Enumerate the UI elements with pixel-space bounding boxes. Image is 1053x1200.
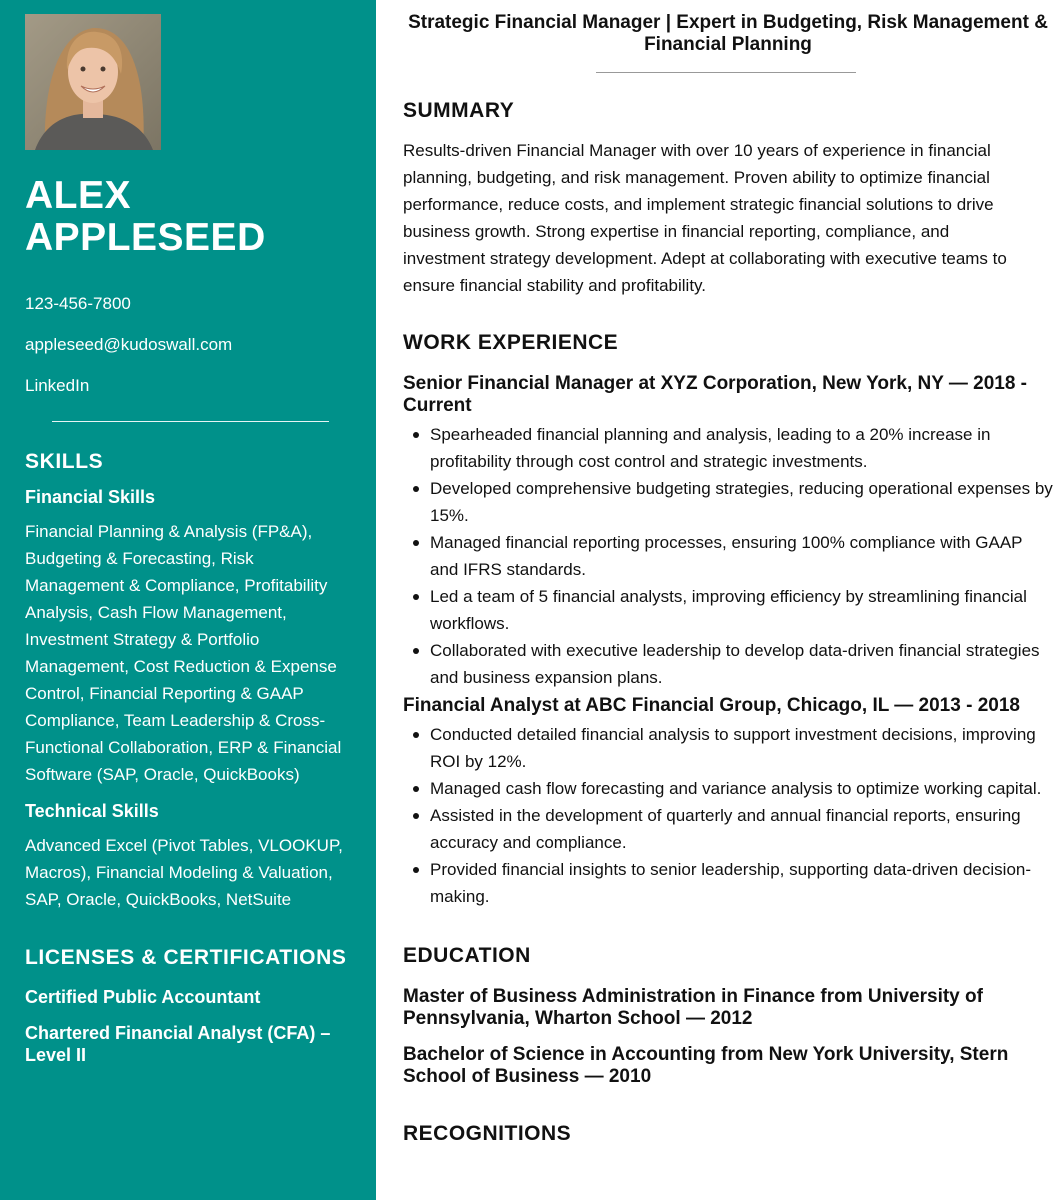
linkedin-link[interactable]: LinkedIn bbox=[25, 376, 90, 395]
sidebar-divider bbox=[52, 421, 329, 422]
email-address[interactable]: appleseed@kudoswall.com bbox=[25, 335, 233, 354]
list-item: Led a team of 5 financial analysts, improving efficiency by streamlining financial workflows. bbox=[403, 583, 1053, 637]
degree-item: Master of Business Administration in Finance from University of Pennsylvania, Wharton School — 2012 bbox=[403, 986, 983, 1029]
profile-photo-icon bbox=[25, 14, 161, 150]
sidebar bbox=[0, 0, 376, 1200]
avatar bbox=[25, 14, 161, 150]
recognitions-heading: RECOGNITIONS bbox=[403, 1122, 572, 1145]
financial-skills-heading: Financial Skills bbox=[25, 487, 156, 507]
list-item: Spearheaded financial planning and analysis, leading to a 20% increase in profitability through cost control and strategic investments. bbox=[403, 421, 1053, 475]
skills-heading: SKILLS bbox=[25, 450, 104, 473]
job-bullets bbox=[403, 721, 1053, 910]
list-item: Collaborated with executive leadership to develop data-driven financial strategies and business expansion plans. bbox=[403, 637, 1053, 691]
certification-item: Certified Public Accountant bbox=[25, 987, 261, 1007]
main-content bbox=[376, 0, 1053, 1200]
job-title: Financial Analyst at ABC Financial Group, Chicago, IL — 2013 - 2018 bbox=[403, 695, 1020, 716]
financial-skills-text: Financial Planning & Analysis (FP&A), Budgeting & Forecasting, Risk Management & Compliance, Profitability Analysis, Cash Flow Management, Investment Strategy & Portfolio Management, Cost Reduction & Expense Control, Financial Reporting & GAAP Compliance, Team Leadership & Cross-Functional Collaboration, ERP & Financial Software (SAP, Oracle, QuickBooks) bbox=[25, 522, 342, 784]
list-item: Conducted detailed financial analysis to support investment decisions, improving ROI by 12%. bbox=[403, 721, 1053, 775]
phone-number[interactable]: 123-456-7800 bbox=[25, 294, 131, 313]
degree-item: Bachelor of Science in Accounting from New York University, Stern School of Business — 2010 bbox=[403, 1044, 1009, 1087]
candidate-name: ALEX APPLESEED bbox=[25, 174, 266, 259]
summary-heading: SUMMARY bbox=[403, 99, 515, 122]
certification-item: Chartered Financial Analyst (CFA) – Level II bbox=[25, 1023, 331, 1065]
list-item: Developed comprehensive budgeting strategies, reducing operational expenses by 15%. bbox=[403, 475, 1053, 529]
list-item: Assisted in the development of quarterly and annual financial reports, ensuring accuracy and compliance. bbox=[403, 802, 1053, 856]
technical-skills-text: Advanced Excel (Pivot Tables, VLOOKUP, Macros), Financial Modeling & Valuation, SAP, Oracle, QuickBooks, NetSuite bbox=[25, 836, 343, 909]
contact-info bbox=[25, 294, 352, 417]
licenses-heading: LICENSES & CERTIFICATIONS bbox=[25, 946, 347, 969]
list-item: Provided financial insights to senior leadership, supporting data-driven decision-making. bbox=[403, 856, 1053, 910]
headline: Strategic Financial Manager | Expert in Budgeting, Risk Management & Financial Planning bbox=[408, 12, 1048, 55]
headline-divider bbox=[596, 72, 856, 73]
education-heading: EDUCATION bbox=[403, 944, 531, 967]
job-title: Senior Financial Manager at XYZ Corporation, New York, NY — 2018 - Current bbox=[403, 373, 1027, 416]
technical-skills-heading: Technical Skills bbox=[25, 801, 159, 821]
list-item: Managed cash flow forecasting and variance analysis to optimize working capital. bbox=[403, 775, 1053, 802]
job-bullets bbox=[403, 421, 1053, 691]
work-experience-heading: WORK EXPERIENCE bbox=[403, 331, 619, 354]
list-item: Managed financial reporting processes, ensuring 100% compliance with GAAP and IFRS standards. bbox=[403, 529, 1053, 583]
summary-text: Results-driven Financial Manager with over 10 years of experience in financial planning, budgeting, and risk management. Proven ability to optimize financial performance, reduce costs, and implement strategic financial solutions to drive business growth. Strong expertise in financial reporting, compliance, and investment strategy development. Adept at collaborating with executive teams to ensure financial stability and profitability. bbox=[403, 141, 1007, 295]
